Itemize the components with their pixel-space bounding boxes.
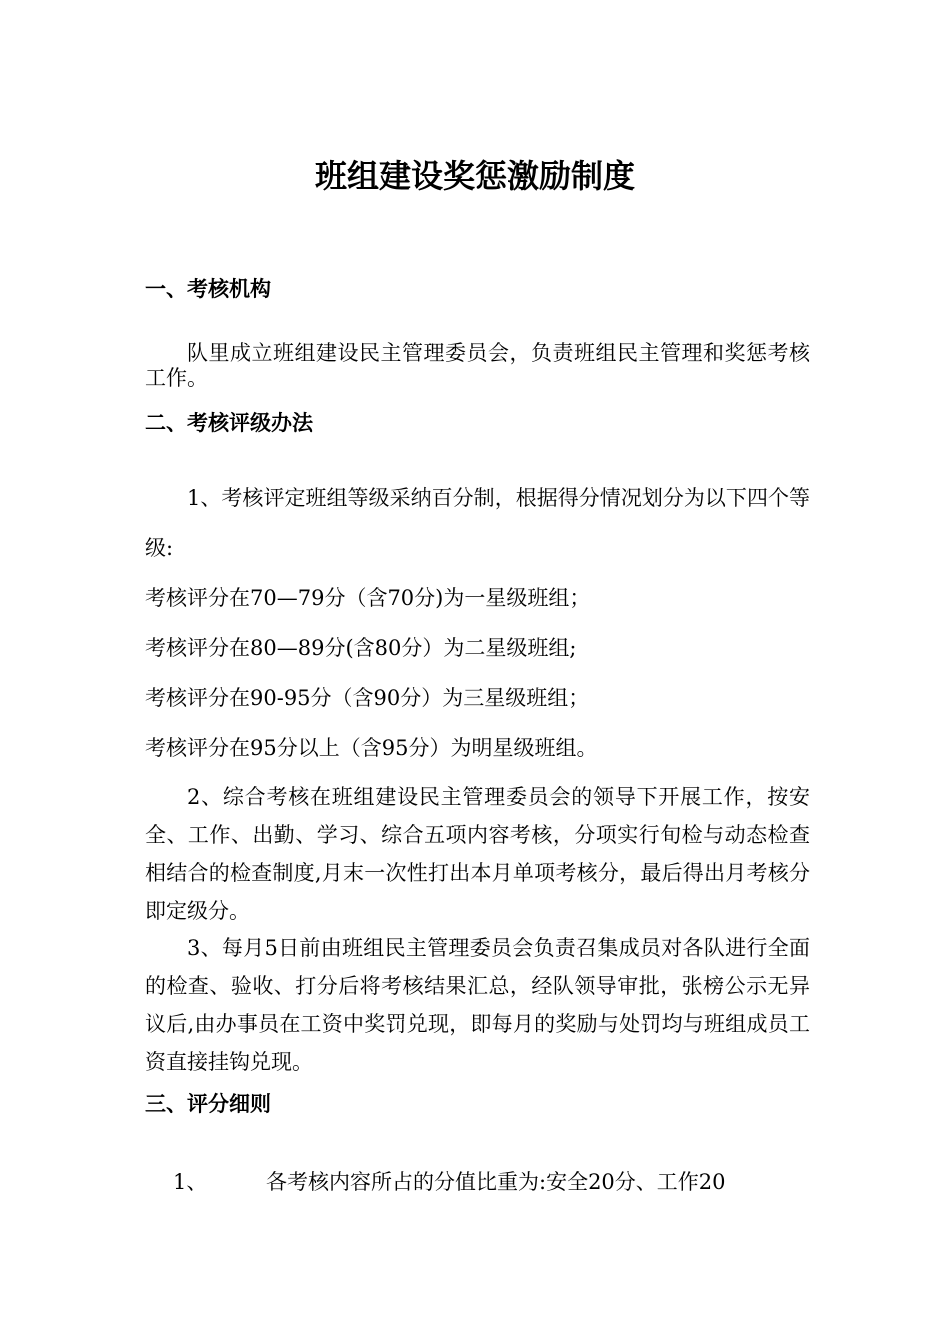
section-heading-rating-method: 二、考核评级办法 <box>145 411 313 435</box>
section-heading-assessment-body: 一、考核机构 <box>145 277 271 301</box>
grade-line-three-star: 考核评分在90-95分（含90分）为三星级班组； <box>145 686 590 710</box>
scoring-item-1-number: 1、 <box>173 1170 208 1194</box>
paragraph-rating-item-3: 3、每月5日前由班组民主管理委员会负责召集成员对各队进行全面的检查、验收、打分后将考核结果汇总，经队领导审批，张榜公示无异议后,由办事员在工资中奖罚兑现，即每月的奖励与处罚均与班组成员工资直接挂钩兑现。 <box>145 936 810 1074</box>
grade-line-star: 考核评分在95分以上（含95分）为明星级班组。 <box>145 736 598 760</box>
grade-line-two-star: 考核评分在80—89分(含80分）为二星级班组; <box>145 636 577 660</box>
paragraph-rating-item-1: 1、考核评定班组等级采纳百分制，根据得分情况划分为以下四个等级: <box>145 486 810 560</box>
scoring-item-1-text: 各考核内容所占的分值比重为:安全20分、工作20 <box>266 1170 726 1194</box>
document-title: 班组建设奖惩激励制度 <box>314 157 635 195</box>
paragraph-rating-item-2: 2、综合考核在班组建设民主管理委员会的领导下开展工作，按安全、工作、出勤、学习、综合五项内容考核，分项实行旬检与动态检查相结合的检查制度,月末一次性打出本月单项考核分，最后得出月考核分即定级分。 <box>145 785 810 923</box>
grade-line-one-star: 考核评分在70—79分（含70分)为一星级班组； <box>145 586 591 610</box>
paragraph-assessment-body: 队里成立班组建设民主管理委员会，负责班组民主管理和奖惩考核工作。 <box>145 341 810 390</box>
section-heading-scoring-rules: 三、评分细则 <box>145 1092 271 1116</box>
